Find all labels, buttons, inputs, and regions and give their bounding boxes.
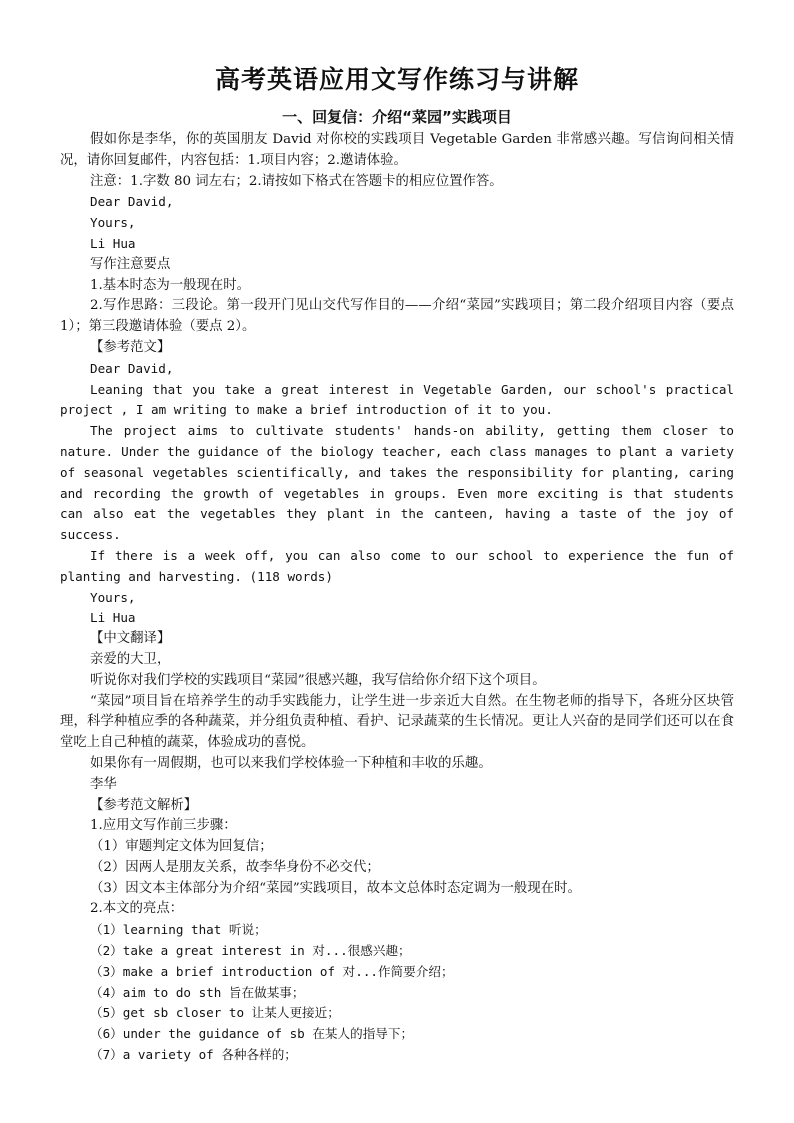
- section-subtitle: 一、回复信：介绍“菜园”实践项目: [282, 108, 512, 126]
- model-signature: Li Hua: [90, 610, 136, 626]
- model-paragraph-2: The project aims to cultivate students' hands-on ability, getting them closer to nature. Under the guidance of the biology teacher, each class manages to plant a variety of seasonal vegetables scientifically, and takes the responsibility for planting, caring and recording the growth of vegetables in groups. Even more exciting is that students can also eat the vegetables they plant in the canteen, having a taste of the joy of success.: [60, 423, 734, 543]
- analysis-highlight: （2）take a great interest in 对...很感兴趣；: [90, 943, 411, 959]
- translation-heading: 【中文翻译】: [90, 631, 171, 647]
- tips-point-2: 2.写作思路：三段论。第一段开门见山交代写作目的——介绍“菜园”实践项目；第二段介绍项目内容（要点 1）；第三段邀请体验（要点 2）。: [60, 298, 734, 335]
- task-greeting: Dear David,: [90, 194, 174, 210]
- analysis-highlight: （5）get sb closer to 让某人更接近；: [90, 1005, 340, 1021]
- analysis-highlights-heading: 2.本文的亮点：: [90, 901, 184, 917]
- task-note: 注意：1.字数 80 词左右；2.请按如下格式在答题卡的相应位置作答。: [90, 173, 503, 189]
- translation-paragraph-1: 听说你对我们学校的实践项目“菜园”很感兴趣，我写信给你介绍下这个项目。: [90, 672, 546, 688]
- model-paragraph-3: If there is a week off, you can also come to our school to experience the fun of planting and harvesting. (118 words): [60, 547, 734, 584]
- analysis-step: （1）审题判定文体为回复信；: [90, 839, 273, 855]
- task-closing: Yours,: [90, 215, 136, 231]
- analysis-steps-heading: 1.应用文写作前三步骤：: [90, 818, 237, 834]
- model-heading: 【参考范文】: [90, 339, 171, 355]
- translation-paragraph-2: “菜园”项目旨在培养学生的动手实践能力，让学生进一步亲近大自然。在生物老师的指导下，各班分区块管理，科学种植应季的各种蔬菜，并分组负责种植、看护、记录蔬菜的生长情况。更让人兴奋的是同学们还可以在食堂吃上自己种植的蔬菜，体验成功的喜悦。: [60, 693, 734, 751]
- model-greeting: Dear David,: [90, 360, 174, 376]
- analysis-step: （3）因文本主体部分为介绍“菜园”实践项目，故本文总体时态定调为一般现在时。: [90, 880, 581, 896]
- analysis-step: （2）因两人是朋友关系，故李华身份不必交代；: [90, 859, 380, 875]
- analysis-highlight: （6）under the guidance of sb 在某人的指导下；: [90, 1026, 414, 1042]
- model-paragraph-1: Leaning that you take a great interest in Vegetable Garden, our school's practical project , I am writing to make a brief introduction of it to you.: [60, 381, 734, 418]
- translation-signature: 李华: [90, 776, 117, 792]
- analysis-highlight: （3）make a brief introduction of 对...作简要介绍；: [90, 963, 454, 979]
- document-title: 高考英语应用文写作练习与讲解: [214, 65, 579, 94]
- translation-paragraph-3: 如果你有一周假期，也可以来我们学校体验一下种植和丰收的乐趣。: [90, 755, 492, 771]
- task-prompt: 假如你是李华，你的英国朋友 David 对你校的实践项目 Vegetable Garden 非常感兴趣。写信询问相关情况，请你回复邮件，内容包括：1.项目内容；2.邀请体验。: [60, 132, 734, 168]
- task-signature: Li Hua: [90, 235, 136, 251]
- translation-greeting: 亲爱的大卫，: [90, 651, 171, 667]
- analysis-highlight: （1）learning that 听说；: [90, 922, 267, 938]
- analysis-highlight: （7）a variety of 各种各样的；: [90, 1047, 297, 1063]
- tips-heading: 写作注意要点: [90, 256, 171, 272]
- tips-point-1: 1.基本时态为一般现在时。: [90, 277, 251, 293]
- analysis-heading: 【参考范文解析】: [90, 797, 198, 813]
- model-closing: Yours,: [90, 589, 136, 605]
- analysis-highlight: （4）aim to do sth 旨在做某事；: [90, 984, 305, 1000]
- document-page: [60, 62, 734, 1066]
